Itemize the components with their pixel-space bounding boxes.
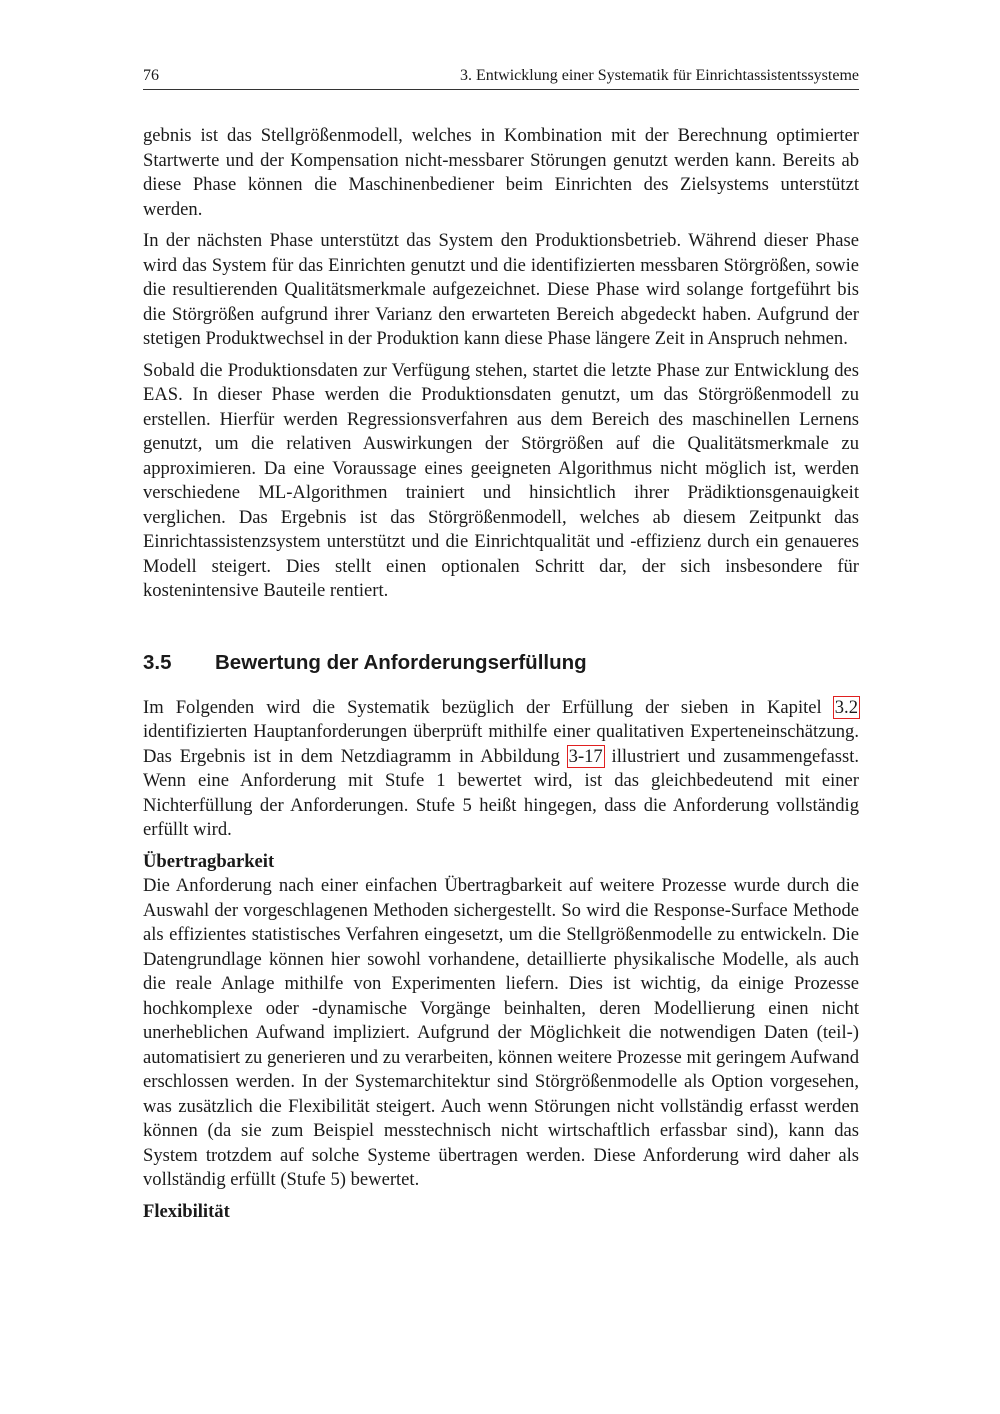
body-text: [143, 124, 859, 1224]
subsection-heading-flexibilitaet: Flexibilität: [143, 1200, 230, 1222]
chapter-reference-link[interactable]: 3.2: [834, 696, 858, 718]
paragraph: In der nächsten Phase unterstützt das System den Produktionsbetrieb. Während dieser Phase wird das System für das Einrichten genutzt und die identifizierten messbaren Störgrößen, sowie die resultierenden Qualitätsmerkmale aufgezeichnet. Diese Phase wird solange fortgeführt bis die Störgrößen aufgrund ihrer Varianz den erwarteten Bereich abgedeckt haben. Aufgrund der stetigen Produktwechsel in der Produktion kann diese Phase längere Zeit in Anspruch nehmen.: [143, 230, 859, 349]
paragraph: gebnis ist das Stellgrößenmodell, welches in Kombination mit der Berechnung optimierter Startwerte und der Kompensation nicht-messbarer Störungen genutzt werden kann. Bereits ab diese Phase können die Maschinenbediener beim Einrichten des Zielsystems unterstützt werden.: [143, 125, 859, 220]
running-header: [143, 66, 859, 90]
chapter-title: 3. Entwicklung einer Systematik für Einrichtassistentssysteme: [459, 67, 859, 84]
paragraph: Sobald die Produktionsdaten zur Verfügung stehen, startet die letzte Phase zur Entwicklung des EAS. In dieser Phase werden die Produktionsdaten genutzt, um das Störgrößenmodell zu erstellen. Hierfür werden Regressionsverfahren aus dem Bereich des maschinellen Lernens genutzt, um die relativen Auswirkungen der Störgrößen auf die Qualitätsmerkmale zu approximieren. Da eine Voraussage eines geeigneten Algorithmus nicht möglich ist, werden verschiedene ML-Algorithmen trainiert und hinsichtlich ihrer Prädiktionsgenauigkeit verglichen. Das Ergebnis ist das Störgrößenmodell, welches ab diesem Zeitpunkt das Einrichtassistenzsystem unterstützt und die Einrichtqualität und -effizienz durch ein genaueres Modell steigert. Dies stellt einen optionalen Schritt dar, der sich insbesondere für kostenintensive Bauteile rentiert.: [143, 359, 859, 601]
intro-text-part3: illustriert und zusammengefasst. Wenn eine Anforderung mit Stufe 1 bewertet wird, ist das gleichbedeutend mit einer Nichterfüllung der Anforderungen. Stufe 5 heißt hingegen, dass die Anforderung vollständig erfüllt wird.: [143, 745, 860, 840]
section-heading: [143, 650, 859, 676]
section-number: 3.5: [143, 650, 172, 674]
subsection-paragraph: Die Anforderung nach einer einfachen Übertragbarkeit auf weitere Prozesse wurde durch die Auswahl der vorgeschlagenen Methoden sichergestellt. So wird die Response-Surface Methode als effizientes statistisches Verfahren eingesetzt, um die Stellgrößenmodelle zu entwickeln. Die Datengrundlage können hier sowohl vorhandene, detaillierte physikalische Modelle, als auch die reale Anlage mithilfe von Experimenten liefern. Dies ist wichtig, da einige Prozesse hochkomplexe oder -dynamische Vorgänge beinhalten, deren Modellierung einen nicht unerheblichen Aufwand impliziert. Aufgrund der Möglichkeit die notwendigen Daten (teil-) automatisiert zu generieren und zu verarbeiten, können weitere Prozesse mit geringem Aufwand erschlossen werden. In der Systemarchitektur sind Störgrößenmodelle als Option vorgesehen, was zusätzlich die Flexibilität steigert. Auch wenn Störungen nicht vollständig erfasst werden können (da sie zum Beispiel messtechnisch nicht wirtschaftlich erfassbar sind), kann das System trotzdem auf solche Systeme übertragen werden. Diese Anforderung wird daher als vollständig erfüllt (Stufe 5) bewertet.: [143, 875, 859, 1190]
page-number: 76: [143, 67, 159, 84]
document-page: [143, 66, 859, 1224]
figure-reference-link[interactable]: 3-17: [568, 745, 603, 767]
intro-text-part2: identifizierten Hauptanforderungen überprüft mithilfe einer qualitativen Experteneinschätzung. Das Ergebnis ist in dem Netzdiagramm in Abbildung: [143, 721, 859, 767]
intro-text-part1: Im Folgenden wird die Systematik bezüglich der Erfüllung der sieben in Kapitel: [143, 696, 834, 718]
section-intro-paragraph: [143, 696, 859, 843]
subsection-heading-uebertragbarkeit: Übertragbarkeit: [143, 850, 275, 872]
section-title: Bewertung der Anforderungserfüllung: [215, 650, 587, 674]
